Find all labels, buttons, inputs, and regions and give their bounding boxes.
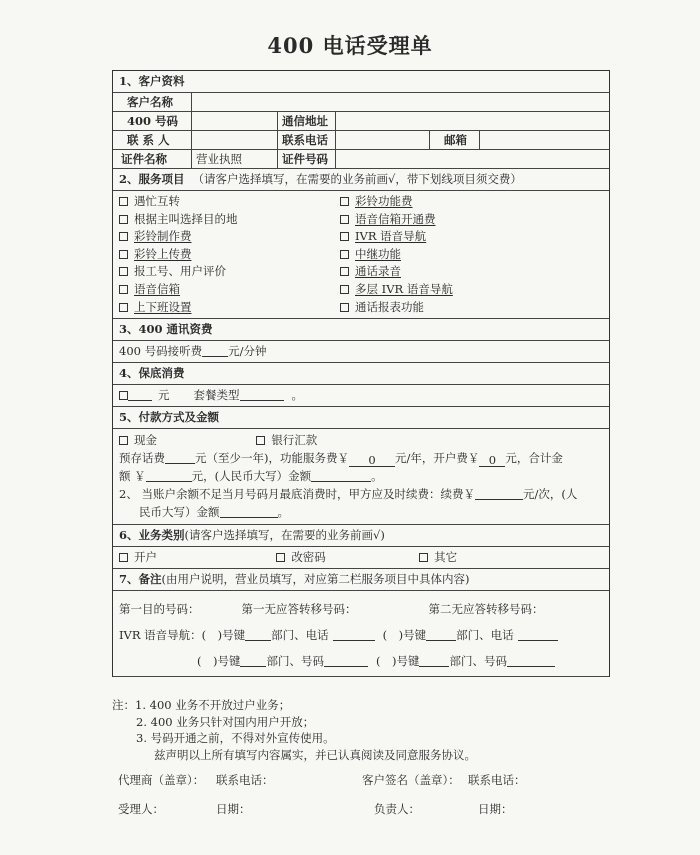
contact-label: 联 系 人 [127,133,170,147]
ivr-line-1 [119,622,609,648]
service-item [340,228,609,246]
service-item [340,299,609,317]
section-6-title: 6、业务类别 [119,528,185,543]
footer-notes [112,697,612,763]
section-1-heading: 1、客户资料 [113,71,609,93]
section-5-heading: 5、付款方式及金额 [113,407,609,429]
receiver-date-label: 日期： [216,802,251,816]
payment-block [113,429,609,525]
agent-phone-label: 联系电话： [216,773,274,787]
remarks-destination-line [119,596,609,622]
dept-field-1[interactable] [245,628,271,641]
ivr-key-1[interactable]: ( ) [201,628,223,643]
cert-name-value: 营业执照 [191,150,277,168]
service-label: 彩铃上传费 [134,246,192,261]
change-password-checkbox[interactable] [276,553,285,562]
other-label: 其它 [434,550,458,565]
service-fee-value: 0 [349,454,395,467]
section-3-heading: 3、400 通讯资费 [113,319,609,341]
open-fee-label: 元/年，开户费￥ [395,451,480,466]
dept-phone-label-1: 部门、电话 [271,628,329,643]
note-3: 3. 号码开通之前，不得对外宣传使用。 [136,731,335,745]
number-400-label: 400 号码 [127,114,179,128]
address-field[interactable] [335,112,609,130]
service-item [340,193,609,211]
service-item [119,299,340,317]
dept-field-4[interactable] [419,654,449,667]
note-2: 2. 400 业务只针对国内用户开放； [136,714,315,729]
section-7-heading [113,569,609,591]
package-end: 。 [291,388,303,403]
client-phone-label: 联系电话： [468,773,526,787]
service-item [119,211,340,229]
service-checkbox[interactable] [340,285,349,294]
renewal-end: 。 [277,505,289,520]
number-400-row [113,112,609,131]
second-no-answer-label: 第二无应答转移号码： [428,602,544,617]
service-item [340,246,609,264]
total-words-field[interactable] [311,469,371,482]
service-label: 语音信箱开通费 [355,211,436,226]
ivr-key-2[interactable]: ( ) [382,628,404,643]
dept-field-3[interactable] [240,654,266,667]
service-label: 上下班设置 [134,299,192,314]
service-label: 报工号、用户评价 [134,264,226,279]
section-2-heading [113,169,609,191]
email-field[interactable] [479,131,609,149]
cash-label: 现金 [134,433,157,448]
dept-number-label-3: 部门、号码 [266,654,324,669]
open-account-checkbox[interactable] [119,553,128,562]
ivr-label: IVR 语音导航： [119,628,202,643]
section-7-title: 7、备注 [119,572,162,587]
declaration: 兹声明以上所有填写内容属实，并已认真阅读及同意服务协议。 [154,747,476,762]
service-fee-label: 元（至少一年)，功能服务费￥ [195,451,349,466]
renewal-label: 2、 当账户余额不足当月号码月最底消费时，甲方应及时续费：续费￥ [119,487,475,502]
service-checkbox[interactable] [119,285,128,294]
answer-fee-row [113,341,609,363]
total-amount-label: 额 ￥ [119,469,146,484]
cash-checkbox[interactable] [119,436,128,445]
service-label: 彩铃功能费 [355,194,413,208]
section-6-heading [113,525,609,547]
service-label: 语音信箱 [134,281,180,296]
answer-fee-unit: 元/分钟 [228,344,267,359]
service-checkbox[interactable] [119,250,128,259]
answer-fee-label: 400 号码接听费 [119,344,203,359]
total-words-label: 元，(人民币大写）金额 [191,469,312,484]
min-spend-field[interactable] [128,388,152,401]
open-account-label: 开户 [134,550,157,565]
service-label: 通话报表功能 [355,299,424,314]
customer-name-label: 客户名称 [127,95,173,109]
package-field[interactable] [240,388,284,401]
section-2-note: （请客户选择填写，在需要的业务前画√，带下划线项目须交费） [192,172,522,186]
note-1: 注：1. 400 业务不开放过户业务； [112,698,291,712]
service-checkbox[interactable] [119,197,128,206]
service-checkbox[interactable] [340,303,349,312]
package-label: 套餐类型 [193,388,240,403]
service-checkbox[interactable] [340,267,349,276]
service-label: 彩铃制作费 [134,229,192,244]
service-checkbox[interactable] [340,232,349,241]
service-item [119,263,340,281]
section-6-note: (请客户选择填写，在需要的业务前画√) [184,528,385,543]
page-title: 400 电话受理单 [267,33,433,58]
key-label-4: 号键 [396,654,420,669]
change-password-label: 改密码 [291,550,326,565]
other-checkbox[interactable] [419,553,428,562]
responsible-date-label: 日期： [478,802,513,816]
customer-name-field[interactable] [191,93,609,111]
open-fee-value: 0 [479,454,505,467]
cert-no-field[interactable] [335,150,609,168]
total-amount-field[interactable] [146,469,192,482]
phone-field[interactable] [335,131,429,149]
dept-number-label-4: 部门、号码 [449,654,507,669]
service-item [119,228,340,246]
phone-field-2[interactable] [518,628,558,641]
service-checkbox[interactable] [119,267,128,276]
section-2-title: 2、服务项目 [119,172,185,186]
renewal-words-label: 民币大写）金额 [139,505,220,520]
payment-line-2 [119,467,609,485]
phone-label: 联系电话 [277,131,335,149]
responsible-label: 负责人： [374,802,420,816]
service-label: 中继功能 [355,246,401,261]
renewal-words-field[interactable] [220,505,278,518]
ivr-key-3[interactable]: ( ) [197,654,218,669]
renewal-field[interactable] [475,487,523,500]
service-item [340,281,609,299]
number-field-3[interactable] [324,654,368,667]
service-label: 根据主叫选择目的地 [134,211,238,226]
payment-methods [119,431,609,449]
service-checkbox[interactable] [340,215,349,224]
service-label: IVR 语音导航 [355,229,427,244]
ivr-key-4[interactable]: ( ) [375,654,397,669]
total-end: 。 [371,469,383,484]
service-label: 遇忙互转 [134,194,180,208]
phone-field-1[interactable] [333,628,375,641]
key-label-1: 号键 [222,628,246,643]
service-items [113,191,609,319]
bank-label: 银行汇款 [271,433,318,448]
key-label-3: 号键 [217,654,241,669]
number-field-4[interactable] [507,654,555,667]
renewal-line-1 [119,485,609,503]
prepaid-label: 预存话费 [119,451,165,466]
email-label: 邮箱 [429,131,479,149]
cert-no-label: 证件号码 [277,150,335,168]
service-checkbox[interactable] [340,250,349,259]
payment-line-1 [119,449,609,467]
service-label: 通话录音 [355,264,401,279]
key-label-2: 号键 [403,628,427,643]
application-form [112,70,610,677]
section-4-heading: 4、保底消费 [113,363,609,385]
min-spend-row [113,385,609,407]
cert-row [113,150,609,169]
answer-fee-field[interactable] [202,344,228,357]
min-spend-unit: 元 [158,388,170,403]
client-sign-label: 客户签名（盖章）： [362,773,460,787]
service-item [340,211,609,229]
number-400-field[interactable] [191,112,277,130]
address-label: 通信地址 [277,112,335,130]
remarks-block [113,591,609,677]
contact-field[interactable] [191,131,277,149]
service-checkbox[interactable] [340,197,349,206]
business-type-row [113,547,609,569]
service-item [119,246,340,264]
dept-field-2[interactable] [426,628,456,641]
ivr-line-2 [119,648,609,674]
renewal-line-2 [119,503,609,521]
dept-phone-label-2: 部门、电话 [456,628,514,643]
receiver-label: 受理人： [118,802,164,816]
prepaid-field[interactable] [165,451,195,464]
first-no-answer-label: 第一无应答转移号码： [241,602,357,617]
bank-checkbox[interactable] [256,436,265,445]
first-destination-label: 第一目的号码： [119,602,200,617]
service-item [119,281,340,299]
agent-stamp-label: 代理商（盖章）： [118,773,205,787]
min-spend-checkbox[interactable] [119,391,128,400]
renewal-unit: 元/次，(人 [522,487,578,502]
cert-name-label: 证件名称 [121,152,167,166]
service-label: 多层 IVR 语音导航 [355,281,453,296]
service-checkbox[interactable] [119,303,128,312]
total-label: 元，合计金 [505,451,563,466]
customer-name-row [113,93,609,112]
service-checkbox[interactable] [119,215,128,224]
contact-row [113,131,609,150]
section-7-note: (由用户说明，营业员填写，对应第二栏服务项目中具体内容) [161,572,470,587]
service-checkbox[interactable] [119,232,128,241]
service-item [340,263,609,281]
service-item [119,193,340,211]
